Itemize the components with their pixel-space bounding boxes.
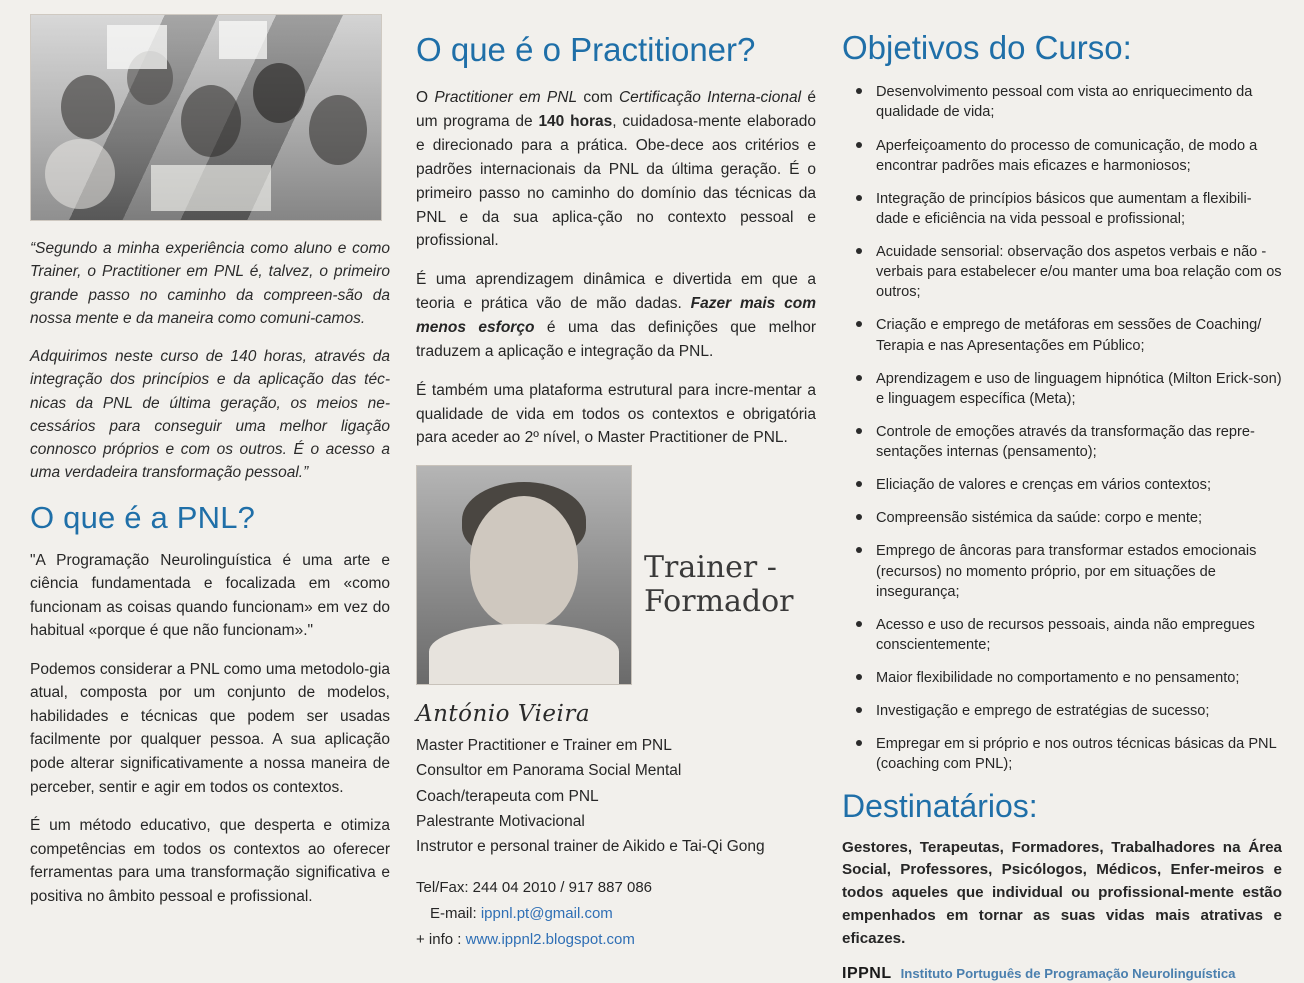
- p2-c: é uma das definições que melhor traduzem a aplicação e integração da PNL.: [416, 319, 816, 360]
- role-item-5: Instrutor e personal trainer de Aikido e Tai-Qi Gong: [416, 837, 765, 855]
- objective-item: Emprego de âncoras para transformar estados emocionais (recursos) no momento próprio, por em situações de insegurança;: [842, 541, 1282, 601]
- objective-item: Aperfeiçoamento do processo de comunicação, de modo a encontrar padrões mais eficazes e harmoniosos;: [842, 136, 1282, 176]
- trainer-signature: António Vieira: [416, 701, 591, 728]
- contact-email-row: [416, 901, 816, 927]
- objective-item: Investigação e emprego de estratégias de sucesso;: [842, 701, 1282, 721]
- objective-item: Acuidade sensorial: observação dos aspetos verbais e não -verbais para estabelecer e/ou manter uma boa relação com os outros;: [842, 242, 1282, 302]
- objective-item: Eliciação de valores e crenças em vários contextos;: [842, 475, 1282, 495]
- contact-phone: Tel/Fax: 244 04 2010 / 917 887 086: [416, 878, 653, 896]
- objective-item: Integração de princípios básicos que aumentam a flexibili-dade e eficiência na vida pessoal e profissional;: [842, 189, 1282, 229]
- pnl-paragraph-2: Podemos considerar a PNL como uma metodolo-gia atual, composta por um conjunto de modelos, habilidades e técnicas que podem ser usadas facilmente por qualquer pessoa. A sua aplicação pode alterar significativamente a nossa maneira de perceber, sentir e agir em todos os contextos.: [30, 660, 390, 796]
- objective-item: Desenvolvimento pessoal com vista ao enriquecimento da qualidade de vida;: [842, 82, 1282, 122]
- objective-item: Controle de emoções através da transformação das repre-sentações internas (pensamento);: [842, 422, 1282, 462]
- role-item-1: Master Practitioner e Trainer em PNL: [416, 737, 672, 755]
- role-item-2: Consultor em Panorama Social Mental: [416, 762, 682, 780]
- contact-email-label: E-mail:: [430, 905, 477, 923]
- role-item-4: Palestrante Motivacional: [416, 812, 585, 830]
- heading-o-que-e-a-pnl: O que é a PNL?: [30, 499, 256, 535]
- quote-paragraph-1: “Segundo a minha experiência como aluno e como Trainer, o Practitioner em PNL é, talvez, o primeiro grande passo no caminho da compreen-são da nossa mente e da maneira como comuni-camos.: [30, 240, 390, 327]
- middle-column: [416, 14, 816, 964]
- objective-item: Maior flexibilidade no comportamento e no pensamento;: [842, 668, 1282, 688]
- trainer-title-line2: Formador: [644, 583, 794, 619]
- testimonial-quote: [30, 237, 390, 485]
- p1-a: O: [416, 89, 435, 107]
- p1-d: Certificação Interna-cional: [618, 89, 802, 107]
- quote-paragraph-2: Adquirimos neste curso de 140 horas, através da integração dos princípios e da aplicação das téc-nicas da PNL de última geração, os meios ne-cessários para conseguir uma melhor ligação connosco próprios e com os outros. É o acesso a uma verdadeira transformação pessoal.”: [30, 348, 390, 482]
- trainer-roles: [416, 733, 816, 859]
- pnl-paragraph-1: "A Programação Neurolinguística é uma arte e ciência fundamentada e focalizada em «como funcionam as coisas quando funcionam» em vez do habitual «porque é que não funcionam».": [30, 551, 390, 640]
- objective-item: Empregar em si próprio e nos outros técnicas básicas da PNL (coaching com PNL);: [842, 734, 1282, 774]
- p1-c: com: [577, 89, 619, 107]
- institute-name: Instituto Português de Programação Neurolinguística: [900, 965, 1236, 981]
- objectives-list: [842, 82, 1282, 774]
- heading-o-que-e-o-practitioner: O que é o Practitioner?: [416, 31, 756, 68]
- practitioner-paragraph-3: É também uma plataforma estrutural para incre-mentar a qualidade de vida em todos os contextos e obrigatória para aceder ao 2º nível, o Master Practitioner de PNL.: [416, 381, 816, 447]
- p1-g: , cuidadosa-mente elaborado e direcionado para a prática. Obe-dece aos critérios e padrões internacionais da PNL da última geração. É o primeiro passo no caminho do domínio das técnicas da PNL e da sua aplica-ção no contexto pessoal e profissional.: [416, 113, 816, 250]
- objective-item: Aprendizagem e uso de linguagem hipnótica (Milton Erick-son) e linguagem específica (Meta);: [842, 369, 1282, 409]
- objective-item: Criação e emprego de metáforas em sessões de Coaching/ Terapia e nas Apresentações em Público;: [842, 315, 1282, 355]
- p1-b: Practitioner em PNL: [434, 89, 578, 107]
- trainer-portrait: [416, 465, 632, 685]
- role-item-3: Coach/terapeuta com PNL: [416, 787, 599, 805]
- contact-blog-link[interactable]: www.ippnl2.blogspot.com: [465, 931, 635, 949]
- practitioner-paragraph-1: [416, 86, 816, 253]
- contact-info-row: [416, 927, 816, 953]
- p1-f: 140 horas: [538, 113, 613, 131]
- p2-a: É uma aprendizagem dinâmica e divertida em que a teoria e prática vão de mão dadas.: [416, 271, 816, 313]
- contact-email-link[interactable]: ippnl.pt@gmail.com: [480, 905, 613, 923]
- p2-b: Fazer mais com menos esforço: [416, 295, 816, 337]
- heading-objetivos-do-curso: Objetivos do Curso:: [842, 29, 1132, 66]
- destinatarios-text: Gestores, Terapeutas, Formadores, Trabalhadores na Área Social, Professores, Psicólogos, Médicos, Enfer-meiros e todos aqueles que individual ou profissional-mente estão empenhados em tornar as suas vidas mais atrativas e eficazes.: [842, 838, 1282, 947]
- right-column: [842, 14, 1282, 982]
- trainer-title: [644, 551, 794, 618]
- contact-info-label: + info :: [416, 931, 462, 949]
- group-photo: [30, 14, 382, 221]
- practitioner-paragraph-2: [416, 268, 816, 363]
- objective-item: Compreensão sistémica da saúde: corpo e mente;: [842, 508, 1282, 528]
- institute-abbr: IPPNL: [842, 964, 892, 982]
- pnl-paragraph-3: É um método educativo, que desperta e otimiza competências em todos os contextos ao oferecer ferramentas para uma transformação significativa e positiva no âmbito pessoal e profissional.: [30, 817, 390, 905]
- left-column: [30, 14, 390, 964]
- trainer-block: [416, 465, 816, 695]
- trainer-title-line1: Trainer -: [644, 550, 777, 586]
- objective-item: Acesso e uso de recursos pessoais, ainda não empregues conscientemente;: [842, 615, 1282, 655]
- heading-destinatarios: Destinatários:: [842, 787, 1038, 824]
- contact-block: [416, 875, 816, 954]
- p1-e: é um programa de: [416, 89, 816, 131]
